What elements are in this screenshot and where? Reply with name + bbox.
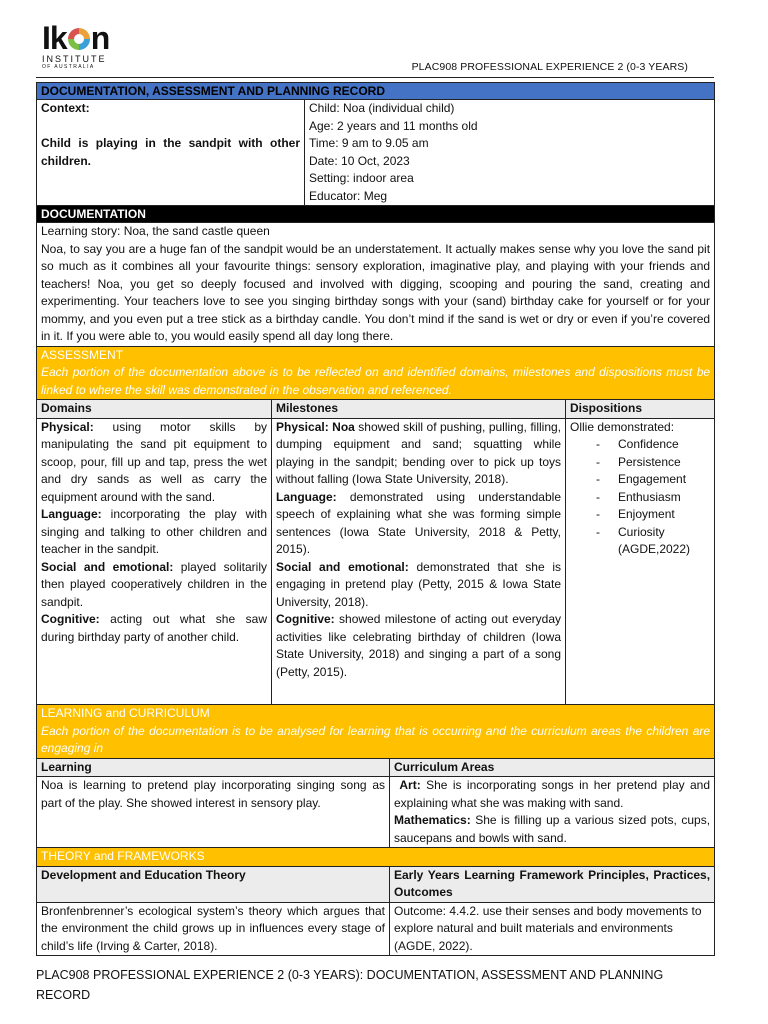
domains-cell (37, 418, 272, 705)
record-title-row (37, 83, 715, 100)
learning-cell: Noa is learning to pretend play incorporating singing song as part of the play. She showed interest in sensory play. (37, 777, 390, 848)
theory-content-row (37, 902, 715, 956)
list-item: - Persistence (592, 454, 710, 472)
domain-language: Language: incorporating the play with singing and talking to other children and teacher in the sandpit. (41, 507, 267, 556)
theory-columns-row (37, 866, 715, 902)
curriculum-mathematics: Mathematics: She is filling up a various sized pots, cups, saucepans and bowls with sand. (394, 813, 711, 845)
eylf-cell: Outcome: 4.4.2. use their senses and body movements to explore natural and built materials and environments (AGDE, 2022). (390, 902, 715, 956)
logo-subtitle-2: OF AUSTRALIA (42, 64, 95, 70)
dispositions-cell (566, 418, 715, 705)
domain-physical: Physical: using motor skills by manipulating the sand pit equipment to scoop, pour, fill up and tap, press the wet and dry sands as well as carry the equipment around with the sand. (41, 419, 267, 504)
dispositions-reference: (AGDE,2022) (618, 542, 691, 556)
educator-detail: Educator: Meg (309, 188, 388, 203)
list-item: - Enjoyment (592, 506, 710, 524)
context-text: Child is playing in the sandpit with other children. (41, 136, 300, 168)
eylf-header: Early Years Learning Framework Principles, Practices, Outcomes (390, 866, 715, 902)
curriculum-cell (390, 777, 715, 848)
dispositions-intro: Ollie demonstrated: (570, 419, 675, 434)
child-detail: Child: Noa (individual child) (309, 101, 455, 115)
milestones-cell (272, 418, 566, 705)
curriculum-header: Curriculum Areas (390, 758, 715, 777)
dispositions-header: Dispositions (566, 400, 715, 419)
theory-cell: Bronfenbrenner’s ecological system’s theory which argues that the environment the child grows up in influences every stage of child’s life (Irving & Carter, 2018). (37, 902, 390, 956)
milestone-social-emotional: Social and emotional: demonstrated that she is engaging in pretend play (Petty, 2015 & Iowa State University, 2018). (276, 559, 561, 609)
date-detail: Date: 10 Oct, 2023 (309, 153, 410, 168)
domains-header: Domains (37, 400, 272, 419)
age-detail: Age: 2 years and 11 months old (309, 118, 478, 133)
logo-o-icon (68, 28, 90, 50)
record-table (36, 82, 715, 956)
list-item: - Engagement (592, 471, 710, 489)
theory-header-row (37, 848, 715, 867)
learning-header: Learning (37, 758, 390, 777)
learning-curriculum-banner (37, 705, 715, 759)
list-item: - Enthusiasm (592, 489, 710, 507)
theory-banner (37, 848, 715, 867)
context-details-cell (305, 100, 715, 206)
learning-story-title: Learning story: Noa, the sand castle queen (41, 224, 270, 238)
header-course-title: PLAC908 PROFESSIONAL EXPERIENCE 2 (0-3 YEARS) (411, 61, 688, 73)
learning-curriculum-title: LEARNING and CURRICULUM (41, 706, 210, 720)
learning-curriculum-instruction: Each portion of the documentation is to be analysed for learning that is occurring and the curriculum areas the children are engaging in (41, 723, 711, 755)
curriculum-art: Art: She is incorporating songs in her pretend play and explaining what she was making with sand. (394, 778, 711, 810)
dispositions-list (570, 436, 710, 541)
milestone-cognitive: Cognitive: showed milestone of acting out everyday activities like celebrating birthday of children (Iowa State University, 2018) and singing a part of a song (Petty, 2015). (276, 612, 561, 679)
learning-curriculum-header-row (37, 705, 715, 759)
domain-cognitive: Cognitive: acting out what she saw during birthday party of another child. (41, 612, 267, 644)
record-title: DOCUMENTATION, ASSESSMENT AND PLANNING RECORD (37, 83, 715, 100)
documentation-title: DOCUMENTATION (37, 206, 715, 223)
institute-logo (42, 20, 132, 70)
learning-story-text: Noa, to say you are a huge fan of the sandpit would be an understatement. It actually makes sense why you love the sand pit so much as it combines all your favourite things: sensory exploration, imaginative play, and playing with your friends and teachers! Noa, you get so deeply focused and involved with digging, scooping and pouring the sand, creating and experimenting. Your teachers love to see you singing birthday songs with your (sand) birthday cake for yourself or for your mommy, and you even put a tree stick as a birthday candle. You don’t mind if the sand is wet or dry or even if you’re covered in it. If you were able to, you would easily spend all day long there. (41, 241, 711, 343)
documentation-row (37, 223, 715, 347)
assessment-columns-row (37, 400, 715, 419)
learning-content-row (37, 777, 715, 848)
list-item: - Confidence (592, 436, 710, 454)
milestones-header: Milestones (272, 400, 566, 419)
context-row (37, 100, 715, 206)
domain-social-emotional: Social and emotional: played solitarily then played cooperatively children in the sandpit. (41, 559, 267, 609)
setting-detail: Setting: indoor area (309, 171, 414, 185)
milestone-physical: Physical: Noa showed skill of pushing, pulling, filling, dumping equipment and sand; squatting while playing in the sandpit; bending over to pick up toys without falling (Iowa State University, 2018). (276, 419, 561, 486)
documentation-header-row (37, 206, 715, 223)
header-divider (36, 77, 714, 78)
context-label: Context: (41, 101, 90, 115)
page-footer: PLAC908 PROFESSIONAL EXPERIENCE 2 (0-3 YEARS): DOCUMENTATION, ASSESSMENT AND PLANNING RECORD (36, 968, 664, 1002)
milestone-language: Language: demonstrated using understandable speech of explaining what she was forming simple sentences (Iowa State University, 2018 & Petty, 2015). (276, 489, 561, 556)
logo-wordmark: Ik n (42, 20, 110, 56)
assessment-title: ASSESSMENT (41, 347, 124, 362)
documentation-cell (37, 223, 715, 347)
learning-columns-row (37, 758, 715, 777)
logo-subtitle: INSTITUTE (42, 54, 107, 64)
assessment-instruction: Each portion of the documentation above is to be reflected on and identified domains, milestones and dispositions must be linked to where the skill was demonstrated in the observation and referenced. (41, 365, 711, 397)
assessment-banner (37, 346, 715, 400)
context-cell (37, 100, 305, 206)
time-detail: Time: 9 am to 9.05 am (309, 136, 429, 150)
assessment-header-row (37, 346, 715, 400)
assessment-content-row (37, 418, 715, 705)
list-item: - Curiosity (592, 524, 710, 542)
theory-title: THEORY and FRAMEWORKS (41, 849, 205, 863)
theory-header: Development and Education Theory (37, 866, 390, 902)
